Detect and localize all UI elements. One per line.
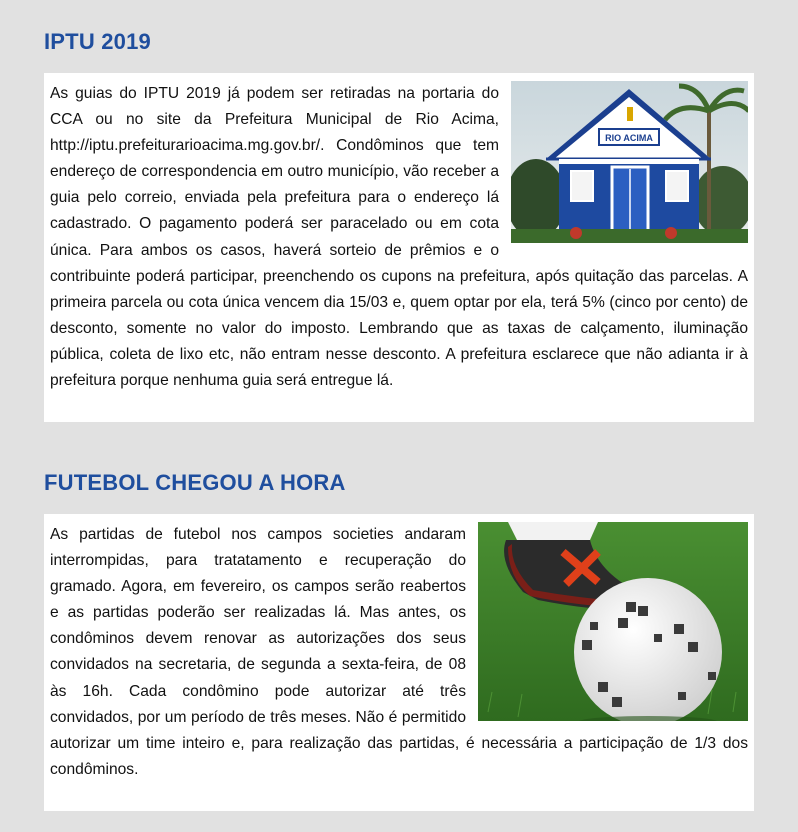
article-body-futebol: As partidas de futebol nos campos societies andaram interrompidas, para tratatamento e recuperação do gramado. Agora, em fevereiro, os campos serão reabertos e as partidas poderão ser realizadas lá. Mas antes, os condôminos devem renovar as autorizações dos seus convidados na secretaria, de segunda a sexta-feira, de 08 às 16h. Cada condômino pode autorizar até três convidados, por um período de três meses. Não é permitido autorizar um time inteiro e, para realização das partidas, é necessária a participação de 1/3 dos condôminos. (50, 526, 748, 778)
article-title-iptu: IPTU 2019 (44, 29, 151, 54)
rio-acima-building-image (511, 81, 748, 243)
article-body-iptu: As guias do IPTU 2019 já podem ser retiradas na portaria do CCA ou no site da Prefeitura Municipal de Rio Acima, http://iptu.prefeiturarioacima.mg.gov.br/. Condôminos que tem endereço de correspondencia em outro município, vão receber a guia pelo correio, enviada pela prefeitura para o endereço lá cadastrado. O pagamento poderá ser paracelado ou em cota única. Para ambos os casos, haverá sorteio de prêmios e o contribuinte poderá participar, preenchendo os cupons na prefeitura, após quitação das parcelas. A primeira parcela ou cota única vencem dia 15/03 e, quem optar por ela, terá 5% (cinco por cento) de desconto, somente no valor do imposto. Lembrando que as taxas de calçamento, iluminação pública, coleta de lixo etc, não entram nesse desconto. A prefeitura esclarece que não adianta ir à prefeitura porque nenhuma guia será entregue lá. (50, 85, 748, 390)
article-card-iptu (44, 73, 754, 422)
article-title-futebol: FUTEBOL CHEGOU A HORA (44, 470, 346, 495)
article-card-futebol (44, 514, 754, 811)
building-sign-text: RIO ACIMA (605, 133, 653, 143)
football-image (478, 522, 748, 721)
